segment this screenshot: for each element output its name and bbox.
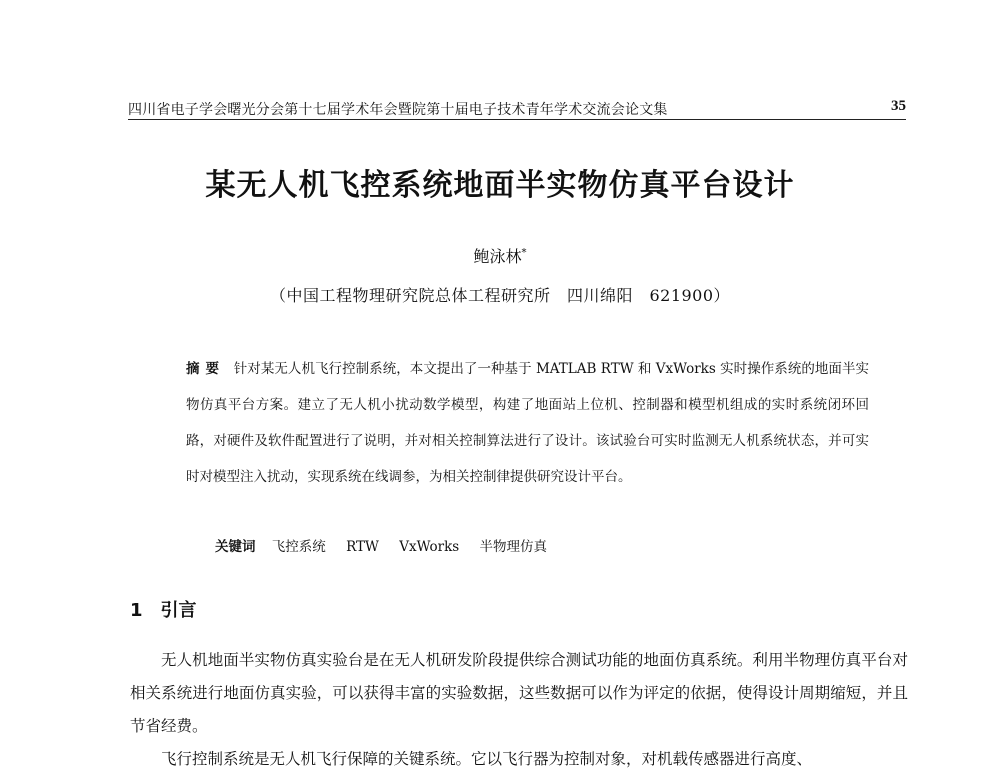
body-paragraph: 无人机地面半实物仿真实验台是在无人机研发阶段提供综合测试功能的地面仿真系统。利用半物理仿真平台对相关系统进行地面仿真实验，可以获得丰富的实验数据，这些数据可以作为评定的依据，使得设计周期缩短，并且节省经费。	[130, 651, 908, 735]
section-heading	[130, 596, 197, 622]
abstract-label: 摘要	[186, 361, 226, 377]
affiliation: （中国工程物理研究院总体工程研究所 四川绵阳 621900）	[269, 286, 731, 305]
keywords-label: 关键词	[215, 539, 256, 555]
keyword: 飞控系统	[271, 539, 326, 555]
abstract	[186, 351, 869, 495]
abstract-text: 针对某无人机飞行控制系统，本文提出了一种基于 MATLAB RTW 和 VxWorks 实时操作系统的地面半实物仿真平台方案。建立了无人机小扰动数学模型，构建了地面站上位机、控制器和模型机组成的实时系统闭环回路，对硬件及软件配置进行了说明，并对相关控制算法进行了设计。该试验台可实时监测无人机系统状态，并可实时对模型注入扰动，实现系统在线调参，为相关控制律提供研究设计平台。	[186, 361, 870, 485]
page-number: 35	[891, 98, 906, 114]
section-title: 引言	[160, 600, 197, 621]
author-footnote-mark: *	[521, 247, 527, 259]
section-number: 1	[130, 600, 143, 621]
author-line	[0, 244, 1000, 267]
keyword: 半物理仿真	[479, 539, 548, 555]
keyword: VxWorks	[399, 539, 460, 555]
keywords	[215, 535, 563, 555]
paper-title: 某无人机飞控系统地面半实物仿真平台设计	[205, 168, 795, 203]
journal-name: 四川省电子学会曙光分会第十七届学术年会暨院第十届电子技术青年学术交流会论文集	[128, 102, 668, 118]
running-header	[128, 97, 906, 120]
author-name: 鲍泳林	[473, 247, 522, 266]
body-paragraph: 飞行控制系统是无人机飞行保障的关键系统。它以飞行器为控制对象，对机载传感器进行高度、	[161, 750, 813, 768]
keyword: RTW	[346, 539, 379, 555]
section-body	[130, 644, 908, 776]
